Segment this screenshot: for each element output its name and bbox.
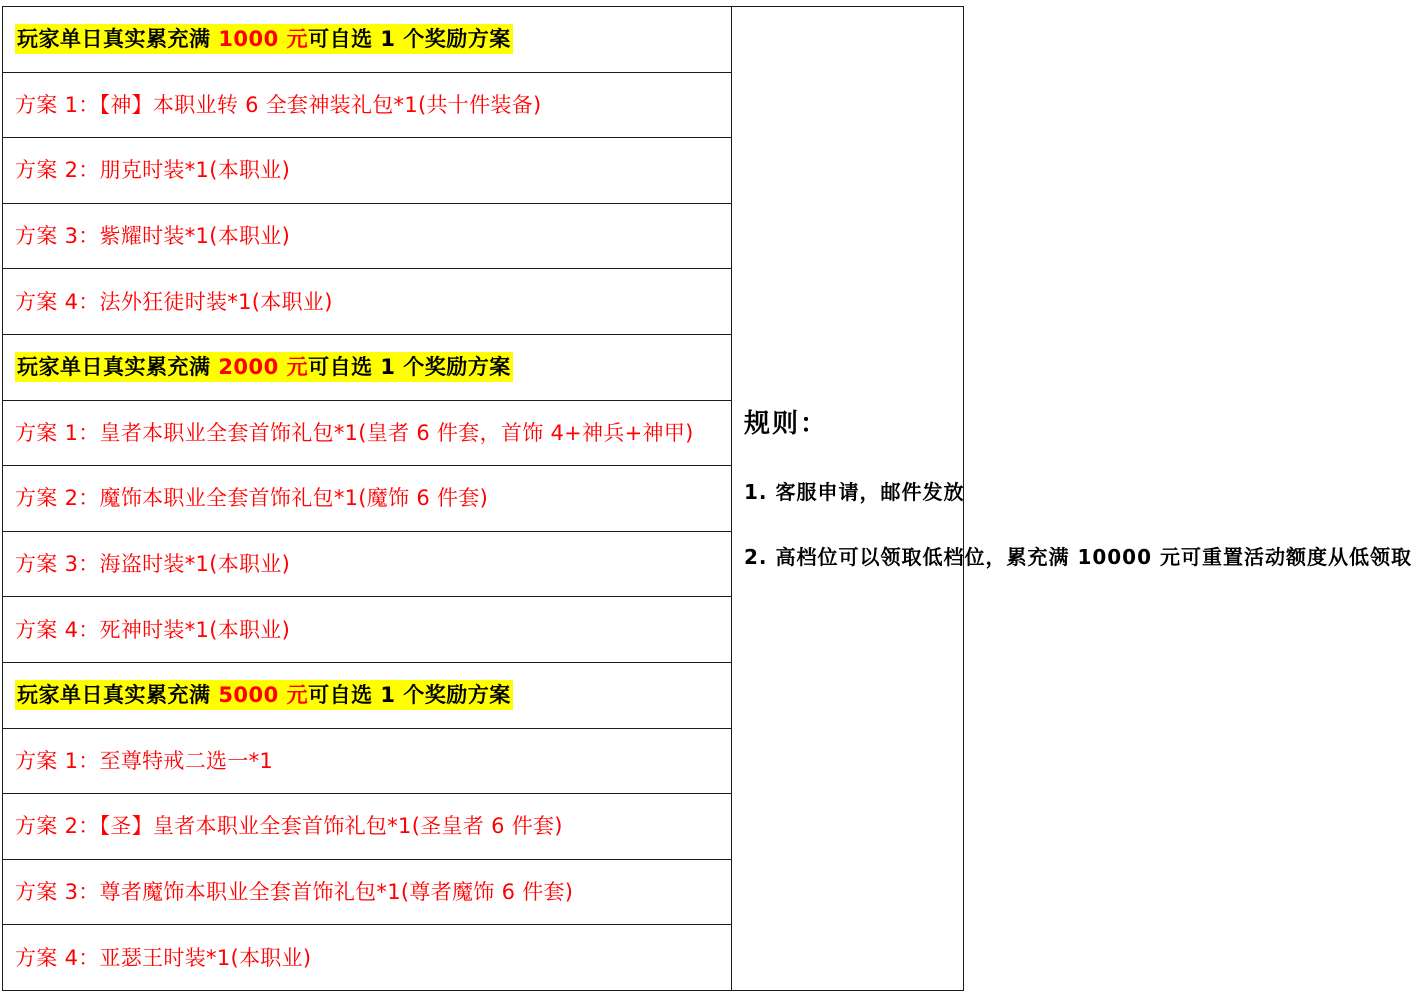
tier-header-cell	[3, 662, 732, 728]
option-cell	[3, 72, 732, 138]
option-cell	[3, 859, 732, 925]
tier-header	[15, 352, 513, 382]
tier-amount: 1000 元	[218, 27, 309, 52]
tier-header-suffix: 可自选 1 个奖励方案	[308, 355, 511, 380]
option-cell	[3, 925, 732, 991]
tier-header-prefix: 玩家单日真实累充满	[17, 355, 219, 380]
option-text: 方案 3：尊者魔饰本职业全套首饰礼包*1(尊者魔饰 6 件套)	[15, 880, 574, 905]
option-cell	[3, 400, 732, 466]
tier-amount: 5000 元	[218, 683, 309, 708]
rules-item-2: 2. 高档位可以领取低档位，累充满 10000 元可重置活动额度从低领取	[744, 545, 1412, 570]
option-cell	[3, 728, 732, 794]
reward-table	[2, 6, 1412, 991]
rules-title: 规则：	[744, 409, 829, 440]
tier-header-prefix: 玩家单日真实累充满	[17, 27, 219, 52]
tier-header-cell	[3, 334, 732, 400]
option-text: 方案 2：朋克时装*1(本职业)	[15, 158, 291, 183]
option-text: 方案 1：【神】本职业转 6 全套神装礼包*1(共十件装备)	[15, 92, 542, 117]
tier-header-suffix: 可自选 1 个奖励方案	[308, 683, 511, 708]
tier-amount: 2000 元	[218, 355, 309, 380]
tier-header-row	[3, 7, 964, 73]
rules-item-1: 1. 客服申请，邮件发放	[744, 480, 965, 505]
option-text: 方案 2：【圣】皇者本职业全套首饰礼包*1(圣皇者 6 件套)	[15, 814, 563, 839]
option-text: 方案 1：至尊特戒二选一*1	[15, 748, 274, 773]
tier-header-prefix: 玩家单日真实累充满	[17, 683, 219, 708]
option-cell	[3, 466, 732, 532]
tier-header-cell	[3, 7, 732, 73]
option-text: 方案 4：死神时装*1(本职业)	[15, 617, 291, 642]
option-text: 方案 3：紫耀时装*1(本职业)	[15, 224, 291, 249]
tier-header	[15, 680, 513, 710]
option-cell	[3, 597, 732, 663]
option-text: 方案 3：海盗时装*1(本职业)	[15, 552, 291, 577]
option-text: 方案 1：皇者本职业全套首饰礼包*1(皇者 6 件套，首饰 4+神兵+神甲)	[15, 420, 694, 445]
option-cell	[3, 203, 732, 269]
option-cell	[3, 138, 732, 204]
tier-header	[15, 24, 513, 54]
option-text: 方案 4：法外狂徒时装*1(本职业)	[15, 289, 333, 314]
rules-body	[744, 460, 1412, 590]
option-cell	[3, 531, 732, 597]
option-cell	[3, 269, 732, 335]
option-text: 方案 4：亚瑟王时装*1(本职业)	[15, 945, 312, 970]
option-text: 方案 2：魔饰本职业全套首饰礼包*1(魔饰 6 件套)	[15, 486, 489, 511]
tier-header-suffix: 可自选 1 个奖励方案	[308, 27, 511, 52]
option-cell	[3, 794, 732, 860]
rules-panel	[732, 7, 1412, 991]
